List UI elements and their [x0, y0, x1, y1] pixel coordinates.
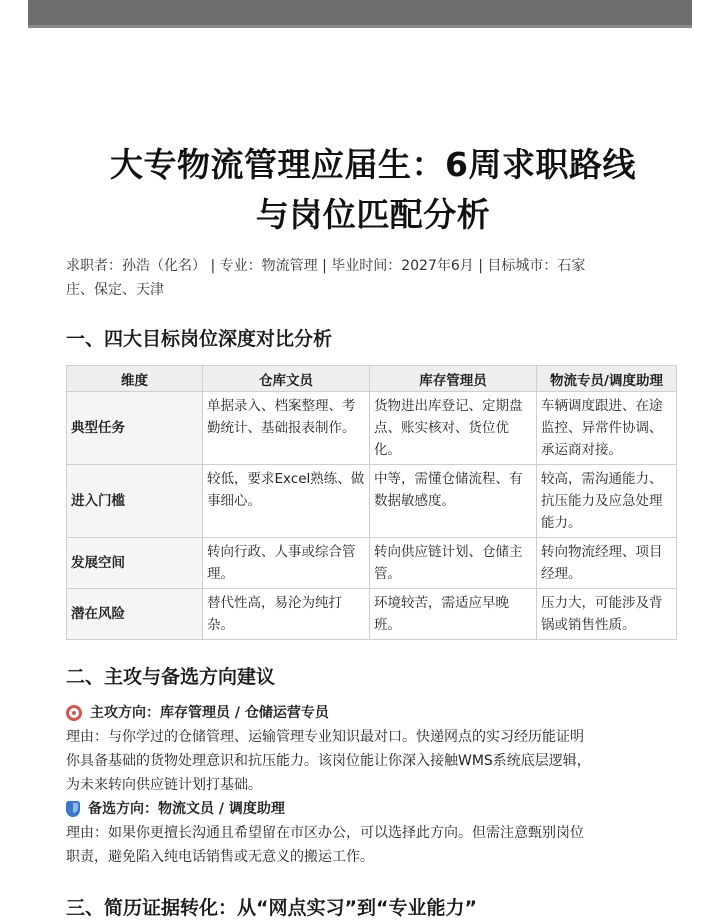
table-cell: 中等，需懂仓储流程、有数据敏感度。	[370, 465, 537, 538]
row-dimension: 发展空间	[67, 538, 203, 589]
comparison-table	[66, 365, 677, 640]
top-bar	[28, 0, 692, 28]
table-header-row	[67, 366, 677, 392]
table-cell: 环境较苦，需适应早晚班。	[370, 589, 537, 640]
backup-reason-line-1: 理由：如果你更擅长沟通且希望留在市区办公，可以选择此方向。但需注意甄别岗位	[66, 825, 584, 841]
section1-heading: 一、四大目标岗位深度对比分析	[66, 328, 333, 350]
table-row	[67, 538, 677, 589]
primary-reason-line-1: 理由：与你学过的仓储管理、运输管理专业知识最对口。快递网点的实习经历能证明	[66, 729, 584, 745]
backup-direction-label: 备选方向：物流文员 / 调度助理	[88, 801, 285, 817]
table-row	[67, 392, 677, 465]
row-dimension: 进入门槛	[67, 465, 203, 538]
table-cell: 单据录入、档案整理、考勤统计、基础报表制作。	[203, 392, 370, 465]
section3-heading: 三、简历证据转化：从“网点实习”到“专业能力”	[66, 897, 477, 919]
table-row	[67, 465, 677, 538]
primary-direction-label: 主攻方向：库存管理员 / 仓储运营专员	[90, 705, 329, 721]
column-header: 维度	[67, 366, 203, 392]
table-cell: 较高，需沟通能力、抗压能力及应急处理能力。	[537, 465, 677, 538]
applicant-meta	[66, 254, 680, 302]
meta-line-1: 求职者：孙浩（化名） | 专业：物流管理 | 毕业时间：2027年6月 | 目标城市：石家	[66, 258, 586, 274]
primary-reason-line-2: 你具备基础的货物处理意识和抗压能力。该岗位能让你深入接触WMS系统底层逻辑，	[66, 753, 591, 769]
table-cell: 转向物流经理、项目经理。	[537, 538, 677, 589]
primary-reason-line-3: 为未来转向供应链计划打基础。	[66, 777, 262, 793]
table-cell: 较低，要求Excel熟练、做事细心。	[203, 465, 370, 538]
shield-icon	[66, 801, 80, 817]
top-bar-edge	[28, 25, 692, 28]
document-page	[66, 140, 680, 920]
page-title	[66, 140, 680, 240]
column-header: 库存管理员	[370, 366, 537, 392]
primary-direction-title	[66, 701, 680, 725]
table-cell: 转向供应链计划、仓储主管。	[370, 538, 537, 589]
section2-heading: 二、主攻与备选方向建议	[66, 666, 276, 688]
target-icon	[66, 705, 82, 721]
table-cell: 压力大，可能涉及背锅或销售性质。	[537, 589, 677, 640]
table-row	[67, 589, 677, 640]
table-cell: 转向行政、人事或综合管理。	[203, 538, 370, 589]
meta-line-2: 庄、保定、天津	[66, 282, 164, 298]
title-line-1: 大专物流管理应届生：6周求职路线	[110, 145, 636, 184]
title-line-2: 与岗位匹配分析	[255, 195, 491, 234]
backup-direction-title	[66, 797, 680, 821]
table-cell: 车辆调度跟进、在途监控、异常件协调、承运商对接。	[537, 392, 677, 465]
column-header: 物流专员/调度助理	[537, 366, 677, 392]
backup-direction	[66, 797, 680, 869]
row-dimension: 典型任务	[67, 392, 203, 465]
primary-direction	[66, 701, 680, 797]
table-cell: 货物进出库登记、定期盘点、账实核对、货位优化。	[370, 392, 537, 465]
backup-reason-line-2: 职责，避免陷入纯电话销售或无意义的搬运工作。	[66, 849, 374, 865]
row-dimension: 潜在风险	[67, 589, 203, 640]
table-cell: 替代性高，易沦为纯打杂。	[203, 589, 370, 640]
column-header: 仓库文员	[203, 366, 370, 392]
